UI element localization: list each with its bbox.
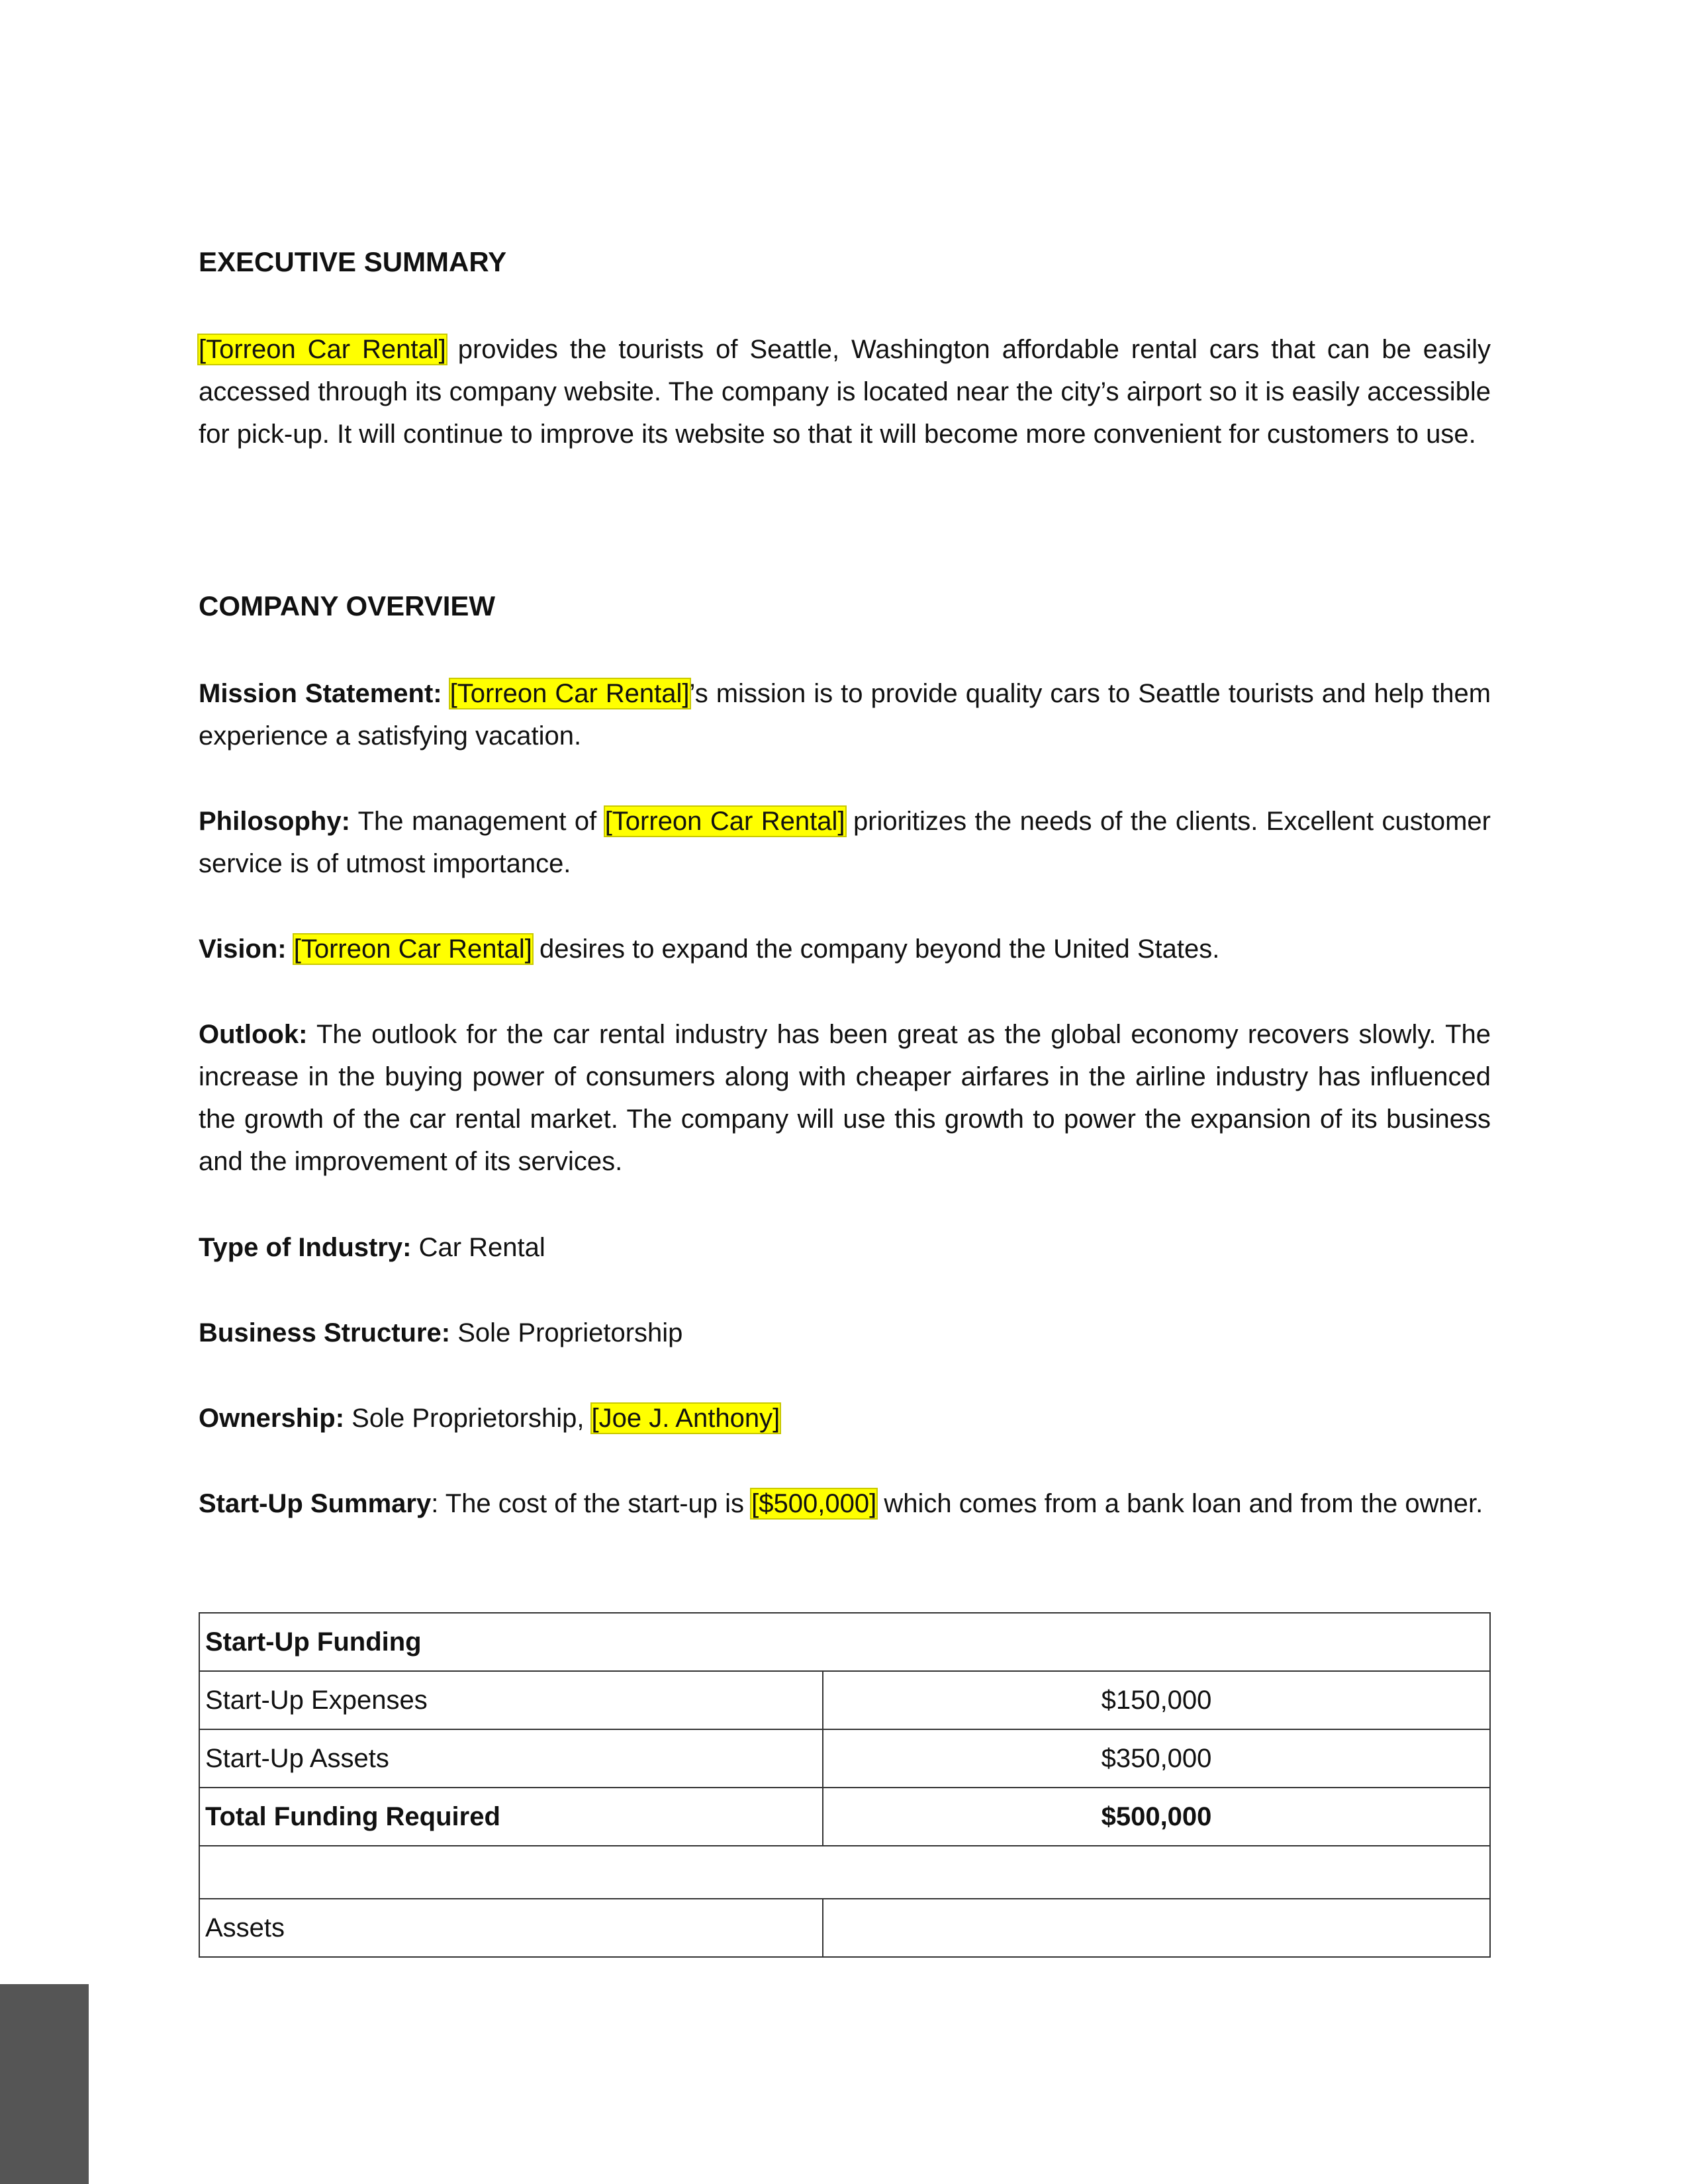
executive-summary-text: provides the tourists of Seattle, Washington affordable rental cars that can be easily accessed through its company website. The company is located near the city’s airport so it is easily accessible for pick-up. It will continue to improve its website so that it will become more convenient for customers to use. <box>199 335 1491 449</box>
total-label-cell: Total Funding Required <box>199 1788 823 1846</box>
mission-statement-paragraph <box>199 672 1491 757</box>
total-value-cell: $500,000 <box>823 1788 1490 1846</box>
table-row <box>199 1846 1490 1899</box>
ownership-value: Sole Proprietorship, <box>344 1404 592 1433</box>
table-row <box>199 1729 1490 1788</box>
table-label-cell: Start-Up Assets <box>199 1729 823 1788</box>
startup-amount-highlight: [$500,000] <box>751 1489 877 1518</box>
vision-label: Vision: <box>199 934 287 964</box>
philosophy-label: Philosophy: <box>199 807 350 836</box>
outlook-paragraph <box>199 1013 1491 1183</box>
mission-label: Mission Statement: <box>199 679 442 708</box>
business-structure-paragraph <box>199 1312 1491 1354</box>
philosophy-paragraph <box>199 800 1491 885</box>
mission-text: ’s mission is to provide quality cars to Seattle tourists and help them experience a satisfying vacation. <box>199 679 1491 751</box>
outlook-label: Outlook: <box>199 1020 308 1049</box>
vision-text: desires to expand the company beyond the United States. <box>532 934 1220 964</box>
executive-summary-heading: EXECUTIVE SUMMARY <box>199 246 507 277</box>
company-name-highlight: [Torreon Car Rental] <box>449 679 690 708</box>
page-corner-tab <box>0 1984 89 2184</box>
startup-summary-paragraph <box>199 1482 1491 1525</box>
table-value-cell: $150,000 <box>823 1671 1490 1729</box>
business-structure-value: Sole Proprietorship <box>450 1318 683 1347</box>
company-name-highlight: [Torreon Car Rental] <box>199 335 446 364</box>
assets-value-cell <box>823 1899 1490 1957</box>
blank-cell <box>199 1846 1490 1899</box>
ownership-label: Ownership: <box>199 1404 345 1433</box>
vision-paragraph <box>199 928 1491 970</box>
startup-funding-table <box>199 1612 1491 1958</box>
table-row <box>199 1613 1490 1671</box>
ownership-paragraph <box>199 1397 1491 1439</box>
startup-summary-text-after: which comes from a bank loan and from the owner. <box>876 1489 1483 1518</box>
industry-label: Type of Industry: <box>199 1233 412 1262</box>
startup-summary-label: Start-Up Summary <box>199 1489 432 1518</box>
philosophy-text-after: prioritizes the needs of the clients. Excellent customer service is of utmost importance. <box>199 807 1491 878</box>
philosophy-text-before: The management of <box>350 807 605 836</box>
table-row <box>199 1671 1490 1729</box>
startup-summary-text-before: : The cost of the start-up is <box>431 1489 752 1518</box>
table-value-cell: $350,000 <box>823 1729 1490 1788</box>
company-name-highlight: [Torreon Car Rental] <box>604 807 845 836</box>
table-row <box>199 1899 1490 1957</box>
executive-summary-paragraph <box>199 328 1491 455</box>
table-label-cell: Start-Up Expenses <box>199 1671 823 1729</box>
industry-value: Car Rental <box>411 1233 545 1262</box>
industry-paragraph <box>199 1226 1491 1269</box>
assets-label-cell: Assets <box>199 1899 823 1957</box>
company-overview-heading: COMPANY OVERVIEW <box>199 590 496 621</box>
company-name-highlight: [Torreon Car Rental] <box>293 934 532 964</box>
owner-name-highlight: [Joe J. Anthony] <box>591 1404 780 1433</box>
table-title-cell: Start-Up Funding <box>199 1613 1490 1671</box>
outlook-text: The outlook for the car rental industry has been great as the global economy recovers slowly. The increase in the buying power of consumers along with cheaper airfares in the airline industry has influenced the growth of the car rental market. The company will use this growth to power the expansion of its business and the improvement of its services. <box>199 1020 1491 1176</box>
business-structure-label: Business Structure: <box>199 1318 451 1347</box>
table-row <box>199 1788 1490 1846</box>
